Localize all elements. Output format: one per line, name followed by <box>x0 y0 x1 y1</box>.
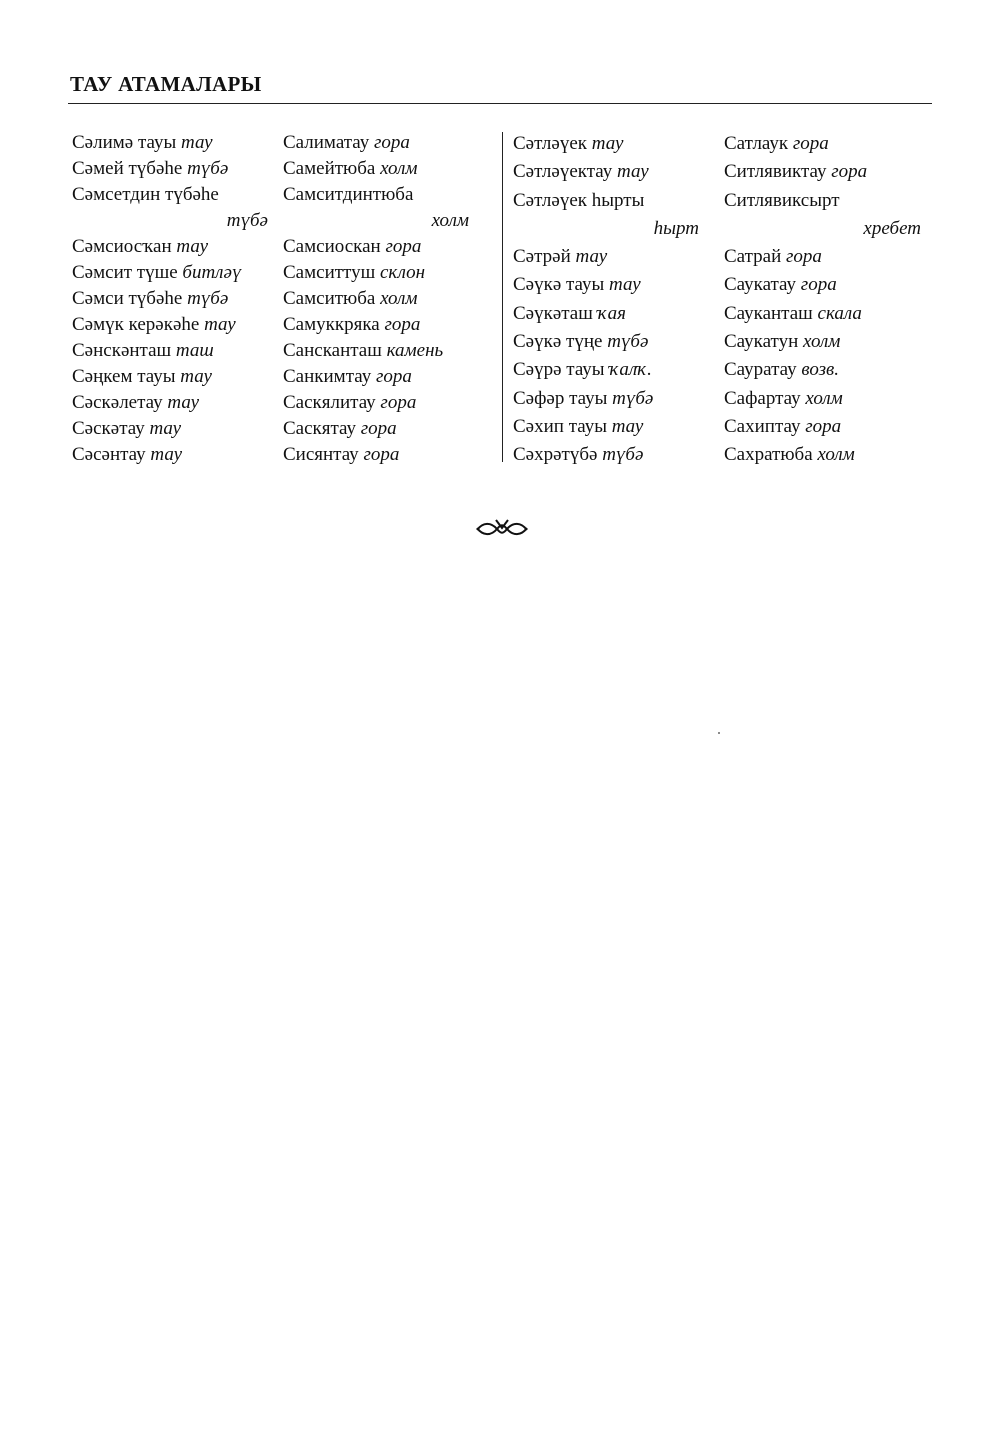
entry-name: Сәмси түбәһе <box>72 288 188 309</box>
dictionary-entry <box>72 260 268 286</box>
dictionary-entry <box>72 130 268 156</box>
entry-name: Сәскәлетау <box>72 392 168 413</box>
dictionary-entry <box>513 243 699 271</box>
entry-name: Сансканташ <box>283 340 387 361</box>
dictionary-entry <box>283 416 469 442</box>
entry-name: Сахиптау <box>724 415 806 437</box>
entry-type: гора <box>384 314 421 335</box>
entry-type: гора <box>363 444 400 465</box>
entry-name: Салиматау <box>283 132 375 153</box>
entry-type: склон <box>379 262 426 283</box>
dictionary-entry <box>72 364 268 390</box>
entry-type: гора <box>360 418 397 439</box>
entry-name: Сәүрә тауы <box>513 359 610 381</box>
dictionary-entry <box>513 413 699 441</box>
entry-name: Сәтрәй <box>513 246 576 268</box>
entry-type: түбә <box>607 331 649 353</box>
entry-name: Саукатау <box>724 274 801 296</box>
entry-name: Санкимтау <box>283 366 376 387</box>
entry-name: Сәтләүектау <box>513 161 618 183</box>
entry-type: тау <box>149 418 182 439</box>
dictionary-entry <box>283 182 469 234</box>
entry-type: гора <box>786 246 822 268</box>
dictionary-entry <box>724 130 921 158</box>
entry-type: таш <box>175 340 214 361</box>
dictionary-entry <box>513 300 699 328</box>
dictionary-entry <box>283 260 469 286</box>
entry-type: гора <box>380 392 417 413</box>
entry-type: холм <box>380 288 418 309</box>
entry-type: возв. <box>801 359 840 381</box>
dictionary-entry <box>513 328 699 356</box>
entry-type: холм <box>803 331 841 353</box>
ornament-icon <box>475 516 529 542</box>
dictionary-entry <box>724 356 921 384</box>
dictionary-entry <box>724 243 921 271</box>
entry-type: гора <box>805 415 842 437</box>
dictionary-entry <box>724 187 921 244</box>
column-bashkir-right <box>513 130 699 470</box>
entry-name: Сәүкә түңе <box>513 331 608 353</box>
entry-name: Сәлимә тауы <box>72 132 181 153</box>
entry-type: холм <box>805 387 843 409</box>
entry-type: гора <box>385 236 422 257</box>
dictionary-entry <box>72 234 268 260</box>
entry-type: түбә <box>602 444 644 466</box>
entry-type: ҡалҡ. <box>609 359 652 381</box>
entry-type: скала <box>817 302 862 324</box>
entry-name: Сәңкем тауы <box>72 366 181 387</box>
entry-name: Сәхрәтүбә <box>513 444 603 466</box>
entry-name: Самситдинтюба <box>283 184 414 205</box>
entry-type: холм <box>817 444 855 466</box>
speck <box>718 732 720 734</box>
dictionary-entry <box>724 441 921 469</box>
dictionary-entry <box>283 156 469 182</box>
entry-type: түбә <box>612 387 654 409</box>
entry-name: Сәскәтау <box>72 418 150 439</box>
dictionary-entry <box>724 300 921 328</box>
dictionary-entry <box>72 416 268 442</box>
entry-name: Сәмсиосҡан <box>72 236 177 257</box>
entry-type: камень <box>386 340 444 361</box>
entry-type: түбә <box>226 210 268 231</box>
dictionary-entry <box>283 286 469 312</box>
entry-name: Сафартау <box>724 387 806 409</box>
entry-type: һырт <box>653 217 699 239</box>
entry-type: холм <box>431 210 469 231</box>
entry-name: Сәмсит түше <box>72 262 183 283</box>
column-russian-left <box>283 130 469 468</box>
dictionary-entry <box>283 234 469 260</box>
entry-type: тау <box>180 132 213 153</box>
dictionary-entry <box>724 328 921 356</box>
entry-name: Самуккряка <box>283 314 385 335</box>
dictionary-entry <box>724 413 921 441</box>
entry-type: гора <box>375 366 412 387</box>
entry-type: тау <box>180 366 212 387</box>
entry-name: Сауканташ <box>724 302 818 324</box>
dictionary-entry <box>513 158 699 186</box>
dictionary-entry <box>283 442 469 468</box>
entry-type: хребет <box>863 217 921 239</box>
dictionary-entry <box>283 338 469 364</box>
dictionary-entry <box>513 441 699 469</box>
dictionary-entry <box>513 271 699 299</box>
dictionary-entry <box>513 385 699 413</box>
entry-type: гора <box>800 274 837 296</box>
entry-type: гора <box>792 133 829 154</box>
entry-type: тау <box>150 444 183 465</box>
entry-name: Сәмүк керәкәһе <box>72 314 205 335</box>
entry-name: Сәнскәнташ <box>72 340 176 361</box>
entry-type: тау <box>591 133 624 154</box>
dictionary-entry <box>283 312 469 338</box>
entry-name: Сәмей түбәһе <box>72 158 188 179</box>
entry-name: Сатлаук <box>724 133 793 154</box>
dictionary-entry <box>72 390 268 416</box>
entry-name: Ситлявиксырт <box>724 189 840 211</box>
page-title: ТАУ АТАМАЛАРЫ <box>70 72 262 96</box>
dictionary-entry <box>513 187 699 244</box>
entry-type: тау <box>204 314 236 335</box>
entry-type: тау <box>176 236 209 257</box>
entry-name: Сәтләүек һырты <box>513 189 645 211</box>
dictionary-entry <box>72 156 268 182</box>
entry-type: тау <box>609 274 641 296</box>
dictionary-entry <box>283 130 469 156</box>
entry-name: Сатрай <box>724 246 787 268</box>
dictionary-entry <box>513 356 699 384</box>
entry-name: Сәмсетдин түбәһе <box>72 184 219 205</box>
entry-name: Сәфәр тауы <box>513 387 613 409</box>
entry-name: Самситтуш <box>283 262 380 283</box>
entry-name: Сәхип тауы <box>513 415 612 437</box>
entry-name: Сахратюба <box>724 444 818 466</box>
entry-name: Саскялитау <box>283 392 381 413</box>
entry-name: Самсиоскан <box>283 236 386 257</box>
entry-name: Сәүкәташ <box>513 302 598 324</box>
entry-type: ҡая <box>597 302 626 324</box>
entry-name: Самейтюба <box>283 158 381 179</box>
entry-name: Самситюба <box>283 288 381 309</box>
dictionary-entry <box>283 390 469 416</box>
entry-name: Сәсәнтау <box>72 444 151 465</box>
entry-name: Саскятау <box>283 418 361 439</box>
entry-type: түбә <box>187 158 229 179</box>
dictionary-entry <box>72 312 268 338</box>
entry-name: Сәүкә тауы <box>513 274 610 296</box>
column-russian-right <box>724 130 921 470</box>
dictionary-entry <box>72 286 268 312</box>
entry-name: Ситлявиктау <box>724 161 832 183</box>
dictionary-entry <box>72 182 268 234</box>
entry-type: битләү <box>182 262 242 283</box>
dictionary-entry <box>724 158 921 186</box>
entry-type: тау <box>167 392 200 413</box>
dictionary-entry <box>724 271 921 299</box>
entry-type: холм <box>380 158 418 179</box>
dictionary-entry <box>72 338 268 364</box>
entry-type: тау <box>575 246 608 268</box>
dictionary-entry <box>724 385 921 413</box>
entry-type: тау <box>611 415 644 437</box>
entry-type: тау <box>617 161 649 183</box>
dictionary-entry <box>513 130 699 158</box>
dictionary-entry <box>283 364 469 390</box>
dictionary-entry <box>72 442 268 468</box>
entry-name: Саукатун <box>724 331 803 353</box>
entry-type: гора <box>831 161 868 183</box>
entry-type: түбә <box>187 288 229 309</box>
entry-name: Сәтләүек <box>513 133 592 154</box>
entry-type: гора <box>374 132 410 153</box>
header-rule <box>68 103 932 104</box>
entry-name: Сисянтау <box>283 444 364 465</box>
entry-name: Сауратау <box>724 359 802 381</box>
column-divider <box>502 132 503 462</box>
column-bashkir-left <box>72 130 268 468</box>
